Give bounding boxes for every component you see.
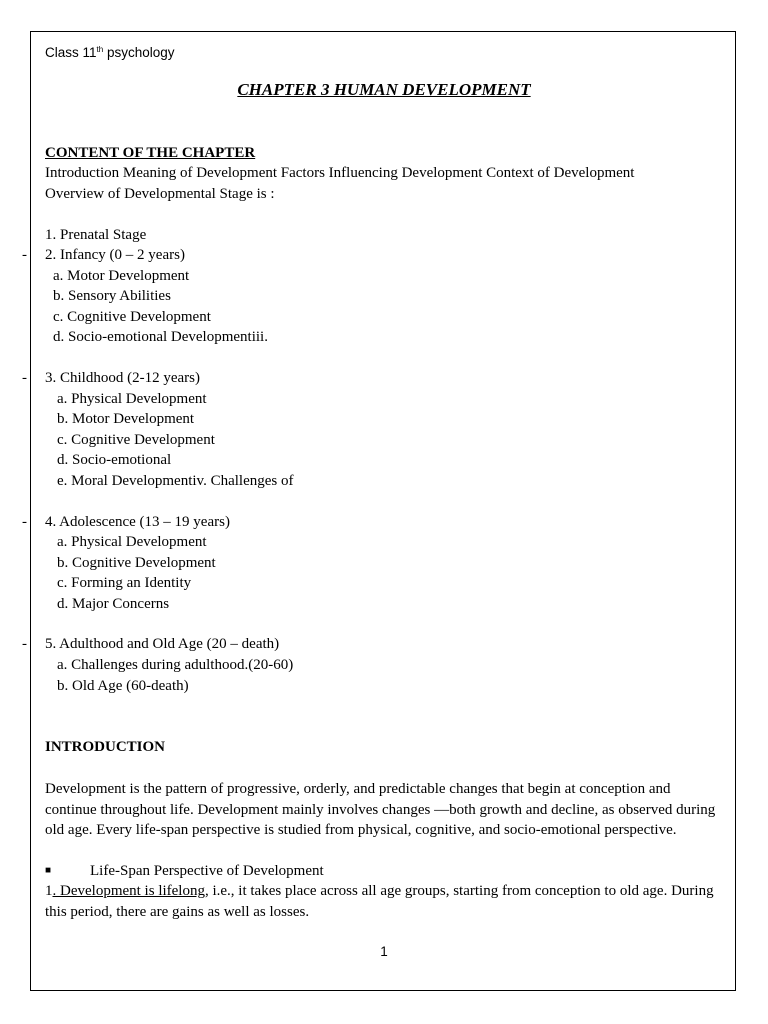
stage-adolescence: 4. Adolescence (13 – 19 years): [45, 514, 230, 530]
stage-adulthood: 5. Adulthood and Old Age (20 – death): [45, 636, 280, 652]
list-item: d. Major Concerns: [57, 596, 170, 612]
point-1-paragraph: 1. Development is lifelong, i.e., it takes place across all age groups, starting from conception to old age. During this period, there are gains as well as losses.: [45, 883, 714, 920]
introduction-heading: INTRODUCTION: [45, 739, 166, 755]
margin-dash: -: [22, 370, 27, 386]
square-bullet-icon: ■: [45, 865, 52, 876]
list-item: a. Motor Development: [53, 268, 190, 284]
margin-dash: -: [22, 247, 27, 263]
contents-heading: CONTENT OF THE CHAPTER: [45, 145, 256, 161]
list-item: e. Moral Developmentiv. Challenges of: [57, 473, 294, 489]
point-1-underlined: . Development is lifelong: [52, 883, 205, 899]
list-item: c. Forming an Identity: [57, 575, 192, 591]
stage-infancy: 2. Infancy (0 – 2 years): [45, 247, 185, 263]
list-item: c. Cognitive Development: [57, 432, 215, 448]
list-item: d. Socio-emotional: [57, 452, 172, 468]
list-item: b. Sensory Abilities: [53, 288, 171, 304]
list-item: a. Physical Development: [57, 534, 207, 550]
list-item: b. Cognitive Development: [57, 555, 216, 571]
lifespan-bullet: [45, 860, 324, 882]
class-label: Class 11th psychology: [45, 45, 175, 60]
list-item: c. Cognitive Development: [53, 309, 211, 325]
list-item: b. Motor Development: [57, 411, 195, 427]
stage-childhood: 3. Childhood (2-12 years): [45, 370, 200, 386]
chapter-title: CHAPTER 3 HUMAN DEVELOPMENT: [237, 80, 531, 99]
stage-prenatal: 1. Prenatal Stage: [45, 227, 147, 243]
list-item: a. Challenges during adulthood.(20-60): [57, 657, 294, 673]
contents-intro-line2: Overview of Developmental Stage is :: [45, 186, 275, 202]
introduction-paragraph: Development is the pattern of progressive, orderly, and predictable changes that begin at conception and continue throughout life. Development mainly involves changes —both growth and decline, as observed during old age. Every life-span perspective is studied from physical, cognitive, and socio-emotional perspective.: [45, 781, 716, 838]
contents-intro-line1: Introduction Meaning of Development Factors Influencing Development Context of Development: [45, 165, 635, 181]
margin-dash: -: [22, 514, 27, 530]
list-item: a. Physical Development: [57, 391, 207, 407]
list-item: d. Socio-emotional Developmentiii.: [53, 329, 268, 345]
list-item: b. Old Age (60-death): [57, 678, 189, 694]
margin-dash: -: [22, 636, 27, 652]
lifespan-bullet-text: Life-Span Perspective of Development: [90, 863, 324, 879]
page-number: 1: [380, 944, 388, 959]
